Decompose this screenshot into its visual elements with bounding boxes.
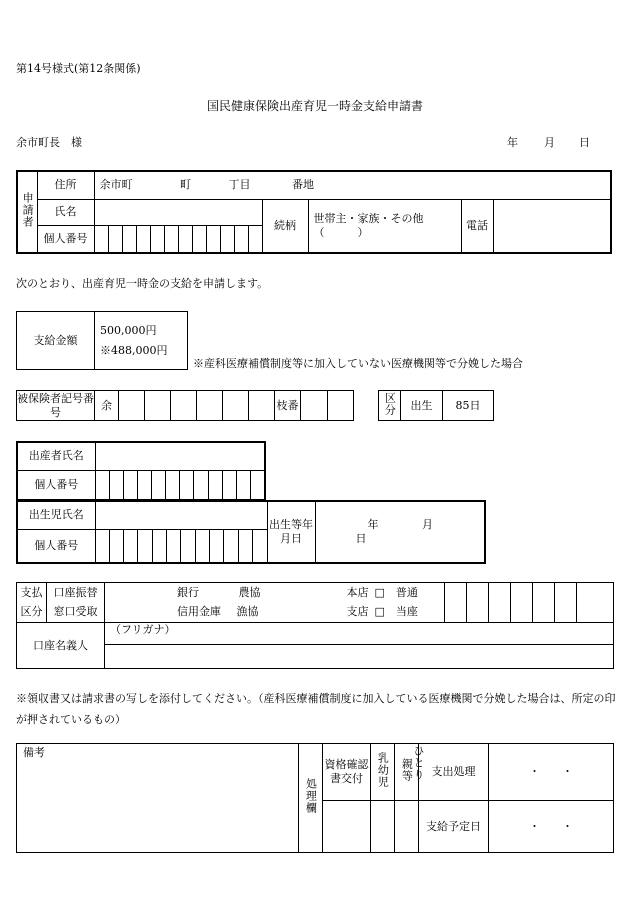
account-digit[interactable] bbox=[445, 583, 467, 623]
mynumber-label: 個人番号 bbox=[37, 225, 94, 253]
insured-digit[interactable] bbox=[223, 391, 249, 421]
bank-row-2[interactable] bbox=[105, 603, 375, 623]
account-digit[interactable] bbox=[467, 583, 489, 623]
kubun-label: 区分 bbox=[379, 391, 401, 421]
payment-opt-transfer[interactable]: 口座振替 bbox=[47, 583, 105, 603]
address-banchi: 番地 bbox=[292, 178, 314, 192]
account-digit[interactable] bbox=[555, 583, 577, 623]
processing-label: 処理欄 bbox=[299, 744, 323, 853]
account-digit[interactable] bbox=[577, 583, 614, 623]
nokyo-label: 農協 bbox=[238, 585, 261, 599]
shinkin-label: 信用金庫 bbox=[177, 605, 221, 619]
shiten-label: 支店 bbox=[346, 605, 369, 619]
mother-name-label: 出産者氏名 bbox=[17, 442, 95, 470]
birth-kubun-label: 出生 bbox=[401, 391, 443, 421]
name-field[interactable] bbox=[94, 199, 262, 225]
bank-row-1[interactable] bbox=[105, 583, 375, 603]
relation-value[interactable]: 世帯主・家族・その他（ ） bbox=[308, 199, 461, 253]
amount-note: ※産科医療補償制度等に加入していない医療機関等で分娩した場合 bbox=[193, 357, 523, 370]
date-month: 月 bbox=[544, 136, 555, 149]
account-digit[interactable] bbox=[489, 583, 511, 623]
col-hitori: ひとり bbox=[412, 745, 425, 781]
child-name-field[interactable] bbox=[95, 501, 267, 529]
birth-kubun-code: 85日 bbox=[443, 391, 494, 421]
amount-label: 支給金額 bbox=[17, 312, 95, 370]
amount-table bbox=[16, 311, 188, 370]
shinto-field[interactable] bbox=[395, 801, 419, 853]
dob-field[interactable] bbox=[315, 501, 485, 563]
phone-field[interactable] bbox=[493, 199, 611, 253]
remarks-field[interactable] bbox=[17, 744, 299, 853]
payment-proc-date[interactable]: ・ ・ bbox=[489, 744, 614, 801]
col-nyuyoji: 乳幼児 bbox=[371, 744, 395, 801]
address-cho: 町 bbox=[180, 178, 191, 192]
payment-table bbox=[16, 582, 614, 669]
holder-label: 口座名義人 bbox=[17, 623, 105, 669]
mother-mynumber-label: 個人番号 bbox=[17, 470, 95, 500]
account-type-toza[interactable]: □ 当座 bbox=[375, 603, 445, 623]
insured-digit[interactable] bbox=[119, 391, 145, 421]
account-type-futsu[interactable]: □ 普通 bbox=[375, 583, 445, 603]
addressee: 余市町長 様 bbox=[16, 136, 82, 149]
insured-digit[interactable] bbox=[249, 391, 275, 421]
dob-day: 日 bbox=[355, 531, 367, 545]
branch-digit[interactable] bbox=[301, 391, 328, 421]
gyokyo-label: 漁協 bbox=[236, 605, 259, 619]
payment-scheduled-date[interactable]: ・ ・ bbox=[489, 801, 614, 853]
insured-prefix: 余 bbox=[95, 391, 119, 421]
office-table bbox=[16, 743, 614, 853]
kubun-table bbox=[378, 390, 494, 421]
applicant-table bbox=[16, 170, 612, 254]
mynumber-boxes[interactable] bbox=[94, 225, 262, 253]
payment-proc-label: 支出処理 bbox=[419, 744, 489, 801]
mother-name-field[interactable] bbox=[95, 442, 265, 470]
honten-label: 本店 bbox=[346, 585, 369, 599]
child-mynumber-boxes[interactable] bbox=[95, 529, 267, 563]
col-shikaku: 資格確認書交付 bbox=[323, 744, 371, 801]
address-label: 住所 bbox=[37, 171, 94, 199]
child-table bbox=[16, 500, 486, 564]
shikaku-field[interactable] bbox=[323, 801, 371, 853]
payment-opt-window[interactable]: 窓口受取 bbox=[47, 603, 105, 623]
insured-label: 被保険者記号番号 bbox=[17, 391, 94, 419]
child-name-label: 出生児氏名 bbox=[17, 501, 95, 529]
relation-label: 続柄 bbox=[262, 199, 308, 253]
insured-digit[interactable] bbox=[171, 391, 197, 421]
remarks-label: 備考 bbox=[23, 746, 45, 759]
account-digit[interactable] bbox=[511, 583, 533, 623]
name-label: 氏名 bbox=[37, 199, 94, 225]
receipt-note: ※領収書又は請求書の写しを添付してください。（産科医療補償制度に加入している医療機関で分娩した場合は、所定の印が押されているもの） bbox=[16, 692, 616, 726]
dob-label: 出生等年月日 bbox=[267, 501, 315, 563]
bank-label: 銀行 bbox=[177, 585, 199, 599]
nyuyoji-field[interactable] bbox=[371, 801, 395, 853]
branch-label: 枝番 bbox=[275, 391, 301, 421]
date-day: 日 bbox=[579, 136, 590, 149]
account-digit[interactable] bbox=[533, 583, 555, 623]
dob-month: 月 bbox=[422, 518, 433, 531]
form-number: 第14号様式(第12条関係) bbox=[16, 62, 141, 75]
insured-digit[interactable] bbox=[145, 391, 171, 421]
mother-table bbox=[16, 441, 266, 501]
mother-mynumber-boxes[interactable] bbox=[95, 470, 265, 500]
child-mynumber-label: 個人番号 bbox=[17, 529, 95, 563]
amount-values bbox=[95, 312, 188, 370]
amount-value-1: 500,000円 bbox=[100, 323, 157, 337]
address-value: 余市町 bbox=[99, 178, 133, 192]
furigana-field[interactable]: （フリガナ） bbox=[105, 623, 614, 645]
payment-label-1: 支払 bbox=[17, 583, 47, 603]
insured-digit[interactable] bbox=[197, 391, 223, 421]
holder-field[interactable] bbox=[105, 645, 614, 669]
request-text: 次のとおり、出産育児一時金の支給を申請します。 bbox=[16, 277, 269, 290]
date-year: 年 bbox=[507, 136, 518, 149]
insured-table bbox=[16, 390, 354, 421]
phone-label: 電話 bbox=[461, 199, 493, 253]
form-title: 国民健康保険出産育児一時金支給申請書 bbox=[206, 99, 423, 113]
address-chome: 丁目 bbox=[228, 178, 251, 192]
payment-label-2: 区分 bbox=[17, 603, 47, 623]
amount-value-2: ※488,000円 bbox=[100, 343, 168, 357]
col-shinto: 親等 bbox=[395, 744, 419, 801]
payment-scheduled-label: 支給予定日 bbox=[419, 801, 489, 853]
applicant-side-label: 申請者 bbox=[17, 171, 37, 253]
branch-digit[interactable] bbox=[328, 391, 354, 421]
dob-year: 年 bbox=[367, 518, 379, 531]
address-field[interactable] bbox=[94, 171, 611, 199]
